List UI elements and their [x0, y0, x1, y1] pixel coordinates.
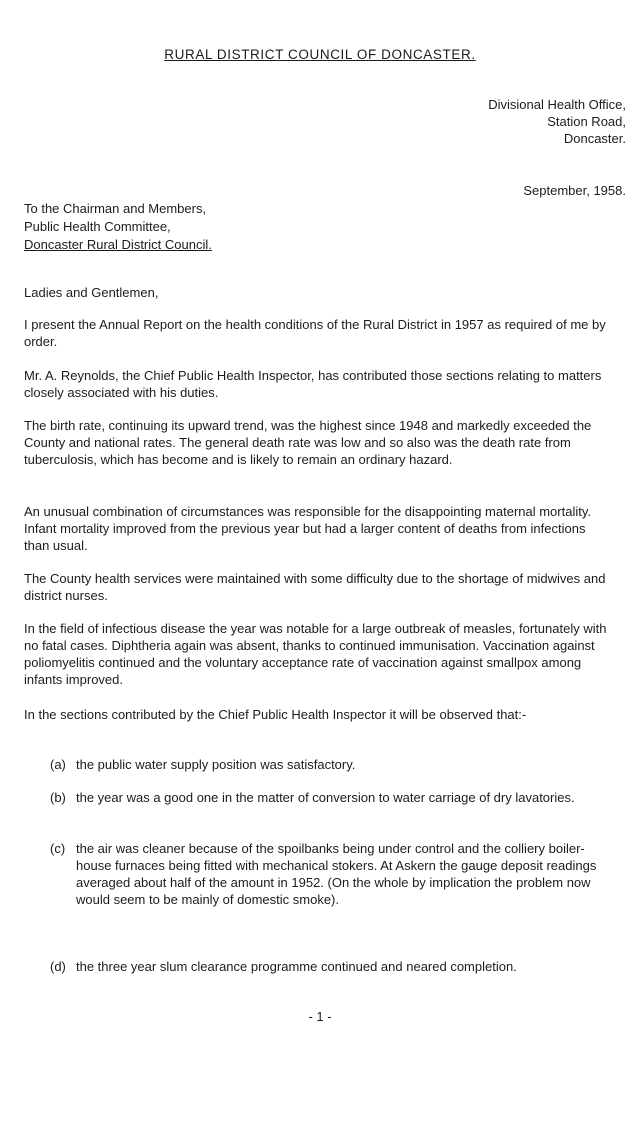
item-label: (b): [50, 790, 66, 805]
page-number: - 1 -: [308, 1009, 332, 1024]
council-title: RURAL DISTRICT COUNCIL OF DONCASTER.: [164, 47, 476, 62]
paragraph: In the sections contributed by the Chief Public Health Inspector it will be observed that:-: [24, 707, 527, 722]
item-label: (d): [50, 959, 66, 974]
recipient-line: Public Health Committee,: [24, 219, 171, 234]
sender-address: [380, 96, 626, 147]
item-text: the year was a good one in the matter of conversion to water carriage of dry lavatories.: [76, 790, 575, 805]
letter-date: September, 1958.: [523, 183, 626, 198]
paragraph: An unusual combination of circumstances was responsible for the disappointing maternal mortality. Infant mortality improved from the previous year but had a larger content of deaths from infections than usual.: [24, 504, 591, 553]
item-text: the three year slum clearance programme continued and neared completion.: [76, 959, 517, 974]
item-text: the air was cleaner because of the spoilbanks being under control and the colliery boiler-house furnaces being fitted with mechanical stokers. At Askern the gauge deposit readings averaged about half of the amount in 1952. (On the whole by implication the problem now would seem to be mainly of domestic smoke).: [76, 841, 597, 907]
paragraph: Mr. A. Reynolds, the Chief Public Health Inspector, has contributed those sections relating to matters closely associated with his duties.: [24, 368, 602, 400]
address-line: Doncaster.: [563, 131, 626, 146]
paragraph: The birth rate, continuing its upward trend, was the highest since 1948 and markedly exceeded the County and national rates. The general death rate was low and so also was the death rate from tuberculosis, which has become and is likely to remain an ordinary hazard.: [24, 418, 592, 467]
address-line: Divisional Health Office,: [488, 97, 626, 112]
recipient-block: [24, 200, 344, 254]
address-line: Station Road,: [547, 114, 626, 129]
salutation: Ladies and Gentlemen,: [24, 285, 159, 300]
recipient-line: To the Chairman and Members,: [24, 201, 207, 216]
paragraph: In the field of infectious disease the year was notable for a large outbreak of measles, fortunately with no fatal cases. Diphtheria again was absent, thanks to continued immunisation. Vaccination against poliomyelitis continued and the voluntary acceptance rate of vaccination against smallpox among infants improved.: [24, 621, 607, 687]
item-text: the public water supply position was satisfactory.: [76, 757, 356, 772]
item-label: (a): [50, 757, 66, 772]
paragraph: I present the Annual Report on the health conditions of the Rural District in 1957 as required of me by order.: [24, 317, 606, 349]
item-label: (c): [50, 841, 66, 856]
recipient-line: Doncaster Rural District Council.: [24, 237, 212, 252]
paragraph: The County health services were maintained with some difficulty due to the shortage of midwives and district nurses.: [24, 571, 606, 603]
